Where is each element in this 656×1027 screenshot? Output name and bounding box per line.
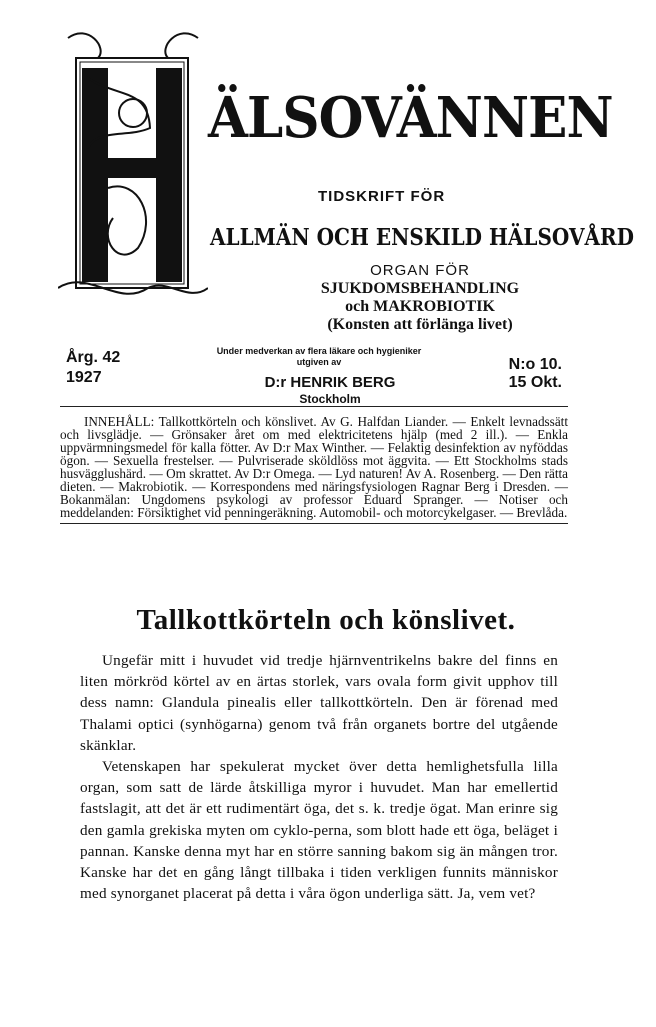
article-body <box>80 650 558 904</box>
issue-info <box>492 356 562 392</box>
organ-for-label: ORGAN FÖR <box>370 262 470 279</box>
volume-info <box>66 348 120 388</box>
masthead-title: ÄLSOVÄNNEN <box>208 85 613 151</box>
issue-number: N:o 10. <box>508 356 562 373</box>
volume-label: Årg. 42 <box>66 349 121 366</box>
issue-date: 15 Okt. <box>508 374 562 391</box>
article-paragraph: Ungefär mitt i huvudet vid tredje hjärnventrikelns bakre del finns en liten mörkröd körtel av en ärtas storlek, vars ovala form givit upphov till dess namn: Glandula pinealis eller tallkottkörteln. Den är förenad med Thalami optici (synhögarna) genom två från organets bortre del utgående skänklar. <box>80 652 558 754</box>
collaboration-note <box>188 346 450 368</box>
masthead-allman: ALLMÄN OCH ENSKILD HÄLSOVÅRD <box>210 224 635 251</box>
editor-name: D:r HENRIK BERG <box>264 374 396 391</box>
konsten-label: (Konsten att förlänga livet) <box>327 316 513 333</box>
table-of-contents <box>60 406 568 524</box>
year-label: 1927 <box>66 369 102 386</box>
under-label: Under medverkan av flera läkare och hygieniker <box>216 346 422 356</box>
editor-info <box>230 374 430 408</box>
sjukdom-label: SJUKDOMSBEHANDLING <box>320 280 520 297</box>
contents-text: INNEHÅLL: Tallkottkörteln och könslivet. Av G. Halfdan Liander. — Enkelt levnadssätt och livsglädje. — Grönsaker året om med elektricitetens hjälp (med 2 ill.). — Enkla uppvärmningsmedel för kalla fötter. Av D:r Max Winther. — Felaktig desinfektion av nyföddas ögon. — Sexuella frestelser. — Pulvriserade sköldlöss mot äggvita. — Ett Stockholms stads husvägglushärd. — Om skrattet. Av D:r Omega. — Lyd naturen! Av A. Rosenberg. — Den rätta dieten. — Makrobiotik. — Korrespondens med näringsfysiologen Ragnar Berg i Dresden. — Bokanmälan: Ungdomens psykologi av professor Eduard Spranger. — Notiser och meddelanden: Försiktighet vid penningeräkning. Automobil- och motorcykelgaser. — Brevlåda. <box>60 414 568 520</box>
article-paragraph: Vetenskapen har spekulerat mycket över detta hemlighetsfulla lilla organ, som satt de lärde åtskilliga myror i huvudet. Man har emellertid fastslagit, att det är ett rudimentärt öga, det s. k. tredje ögat. Man erinre sig den gamla grekiska myten om cyklo-perna, som blott hade ett öga, beläget i pannan. Kanske denna myt har en större sanning bakom sig än mången tror. Kanske har det en gång långt tillbaka i tiden verkligen funnits människor med synorganet placerat på detta i våra ögon underliga sätt. Ja, vem vet? <box>80 758 558 903</box>
makrobiotik-label: och MAKROBIOTIK <box>345 298 495 315</box>
editor-city: Stockholm <box>299 392 361 406</box>
article-title: Tallkottkörteln och könslivet. <box>136 604 516 636</box>
ornamental-initial-h-logo <box>58 18 208 308</box>
masthead-organ <box>270 262 570 334</box>
utgiven-label: utgiven av <box>296 357 342 367</box>
masthead-subtitle: TIDSKRIFT FÖR <box>318 188 446 205</box>
